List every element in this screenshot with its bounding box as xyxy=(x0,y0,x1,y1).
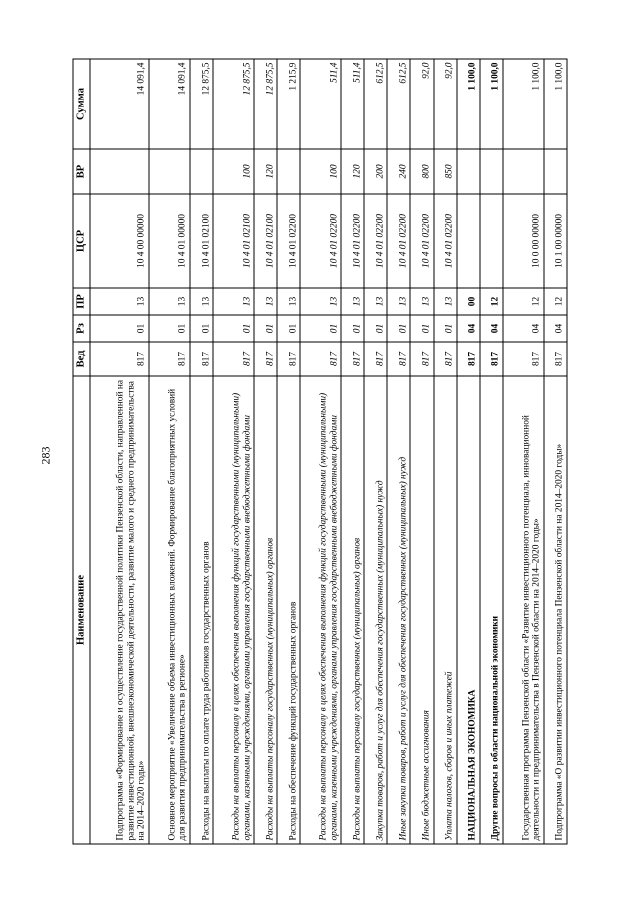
cell-sum: 612,5 xyxy=(387,59,410,149)
table-row xyxy=(364,59,387,844)
cell-name: Закупка товаров, работ и услуг для обеспечения государственных (муниципальных) нужд xyxy=(364,376,387,844)
table-row xyxy=(277,59,300,844)
cell-vr: 120 xyxy=(341,149,364,194)
cell-pr: 12 xyxy=(480,288,503,315)
table-row xyxy=(457,59,480,844)
cell-ved: 817 xyxy=(457,342,480,376)
cell-csr: 10 4 01 02200 xyxy=(300,194,341,288)
cell-sum: 12 875,5 xyxy=(254,59,277,149)
cell-sum: 1 215,9 xyxy=(277,59,300,149)
cell-pr: 13 xyxy=(364,288,387,315)
table-row xyxy=(480,59,503,844)
cell-name: Расходы на выплаты персоналу в целях обеспечения выполнения функций государственными (муниципальными) органами, казенными учреждениями, органами управления государственными внебюджетными фондами xyxy=(300,376,341,844)
cell-pr: 13 xyxy=(213,288,254,315)
cell-sum: 14 091,4 xyxy=(90,59,149,149)
budget-table xyxy=(73,59,568,845)
cell-csr: 10 4 00 00000 xyxy=(90,194,149,288)
cell-name: Расходы на выплаты по оплате труда работников государственных органов xyxy=(190,376,213,844)
cell-rz: 04 xyxy=(480,315,503,342)
table-row xyxy=(387,59,410,844)
cell-csr: 10 4 01 02100 xyxy=(213,194,254,288)
cell-vr xyxy=(90,149,149,194)
cell-csr: 10 4 01 02200 xyxy=(277,194,300,288)
table-row xyxy=(149,59,190,844)
cell-name: Основное мероприятие «Увеличение объема инвестиционных вложений. Формирование благоприятных условий для развития предпринимательства в регионе» xyxy=(149,376,190,844)
cell-csr: 10 4 01 02200 xyxy=(341,194,364,288)
cell-name: Другие вопросы в области национальной экономики xyxy=(480,376,503,844)
header-pr: ПР xyxy=(73,288,90,315)
cell-rz: 01 xyxy=(149,315,190,342)
table-row xyxy=(341,59,364,844)
cell-ved: 817 xyxy=(277,342,300,376)
cell-pr: 12 xyxy=(544,288,567,315)
cell-ved: 817 xyxy=(410,342,433,376)
cell-rz: 01 xyxy=(410,315,433,342)
cell-ved: 817 xyxy=(434,342,457,376)
table-row xyxy=(434,59,457,844)
cell-csr: 10 0 00 00000 xyxy=(503,194,544,288)
cell-vr xyxy=(190,149,213,194)
cell-name: Расходы на обеспечение функций государственных органов xyxy=(277,376,300,844)
table-row xyxy=(503,59,544,844)
cell-sum: 12 875,5 xyxy=(213,59,254,149)
cell-vr: 100 xyxy=(300,149,341,194)
cell-rz: 01 xyxy=(387,315,410,342)
cell-csr: 10 1 00 00000 xyxy=(544,194,567,288)
cell-pr: 00 xyxy=(457,288,480,315)
cell-ved: 817 xyxy=(544,342,567,376)
cell-name: Государственная программа Пензенской области «Развитие инвестиционного потенциала, инновационной деятельности и предпринимательства в Пензенской области на 2014–2020 годы» xyxy=(503,376,544,844)
cell-ved: 817 xyxy=(213,342,254,376)
cell-sum: 1 100,0 xyxy=(503,59,544,149)
table-row xyxy=(213,59,254,844)
cell-ved: 817 xyxy=(480,342,503,376)
cell-vr xyxy=(457,149,480,194)
cell-pr: 13 xyxy=(277,288,300,315)
cell-ved: 817 xyxy=(341,342,364,376)
cell-ved: 817 xyxy=(503,342,544,376)
cell-csr: 10 4 01 00000 xyxy=(149,194,190,288)
cell-sum: 12 875,5 xyxy=(190,59,213,149)
page-number: 283 xyxy=(38,446,53,465)
cell-vr: 850 xyxy=(434,149,457,194)
cell-vr xyxy=(277,149,300,194)
cell-pr: 13 xyxy=(254,288,277,315)
cell-ved: 817 xyxy=(190,342,213,376)
header-vr: ВР xyxy=(73,149,90,194)
cell-rz: 01 xyxy=(190,315,213,342)
cell-rz: 01 xyxy=(90,315,149,342)
cell-ved: 817 xyxy=(300,342,341,376)
cell-sum: 1 100,0 xyxy=(457,59,480,149)
cell-vr xyxy=(503,149,544,194)
cell-rz: 01 xyxy=(254,315,277,342)
header-ved: Вед xyxy=(73,342,90,376)
cell-csr xyxy=(480,194,503,288)
cell-vr xyxy=(544,149,567,194)
cell-vr: 800 xyxy=(410,149,433,194)
cell-csr: 10 4 01 02200 xyxy=(410,194,433,288)
cell-name: Подпрограмма «О развитии инвестиционного потенциала Пензенской области на 2014–2020 годы» xyxy=(544,376,567,844)
cell-rz: 01 xyxy=(213,315,254,342)
cell-csr: 10 4 01 02200 xyxy=(364,194,387,288)
cell-name: НАЦИОНАЛЬНАЯ ЭКОНОМИКА xyxy=(457,376,480,844)
table-row xyxy=(254,59,277,844)
cell-ved: 817 xyxy=(254,342,277,376)
table-row xyxy=(90,59,149,844)
header-rz: Рз xyxy=(73,315,90,342)
cell-rz: 04 xyxy=(457,315,480,342)
cell-vr: 200 xyxy=(364,149,387,194)
table-row xyxy=(190,59,213,844)
cell-csr: 10 4 01 02100 xyxy=(190,194,213,288)
table-row xyxy=(544,59,567,844)
cell-vr: 120 xyxy=(254,149,277,194)
cell-ved: 817 xyxy=(149,342,190,376)
cell-sum: 92,0 xyxy=(410,59,433,149)
cell-name: Иные закупки товаров, работ и услуг для обеспечения государственных (муниципальных) нужд xyxy=(387,376,410,844)
cell-rz: 01 xyxy=(277,315,300,342)
cell-csr xyxy=(457,194,480,288)
cell-vr: 240 xyxy=(387,149,410,194)
cell-sum: 612,5 xyxy=(364,59,387,149)
cell-csr: 10 4 01 02100 xyxy=(254,194,277,288)
cell-name: Подпрограмма «Формирование и осуществление государственной политики Пензенской области, направленной на развитие инвестиционной, внешнеэкономической деятельности, развитие малого и среднего предпринимательства на 2014–2020 годы» xyxy=(90,376,149,844)
cell-pr: 13 xyxy=(90,288,149,315)
cell-rz: 04 xyxy=(544,315,567,342)
cell-sum: 1 100,0 xyxy=(480,59,503,149)
cell-rz: 01 xyxy=(300,315,341,342)
cell-pr: 13 xyxy=(410,288,433,315)
cell-name: Иные бюджетные ассигнования xyxy=(410,376,433,844)
rotated-table-container xyxy=(73,60,568,845)
header-sum: Сумма xyxy=(73,59,90,149)
cell-name: Расходы на выплаты персоналу государственных (муниципальных) органов xyxy=(341,376,364,844)
cell-ved: 817 xyxy=(387,342,410,376)
table-header-row xyxy=(73,59,90,844)
cell-sum: 92,0 xyxy=(434,59,457,149)
cell-pr: 13 xyxy=(434,288,457,315)
cell-sum: 511,4 xyxy=(341,59,364,149)
cell-vr xyxy=(149,149,190,194)
cell-name: Расходы на выплаты персоналу в целях обеспечения выполнения функций государственными (муниципальными) органами, казенными учреждениями, органами управления государственными внебюджетными фондами xyxy=(213,376,254,844)
cell-rz: 01 xyxy=(434,315,457,342)
header-name: Наименование xyxy=(73,376,90,844)
cell-rz: 01 xyxy=(364,315,387,342)
table-row xyxy=(300,59,341,844)
cell-pr: 13 xyxy=(300,288,341,315)
cell-name: Расходы на выплаты персоналу государственных (муниципальных) органов xyxy=(254,376,277,844)
cell-vr xyxy=(480,149,503,194)
cell-pr: 13 xyxy=(341,288,364,315)
cell-pr: 12 xyxy=(503,288,544,315)
table-row xyxy=(410,59,433,844)
cell-sum: 1 100,0 xyxy=(544,59,567,149)
cell-vr: 100 xyxy=(213,149,254,194)
cell-sum: 14 091,4 xyxy=(149,59,190,149)
cell-rz: 04 xyxy=(503,315,544,342)
cell-ved: 817 xyxy=(364,342,387,376)
cell-pr: 13 xyxy=(190,288,213,315)
cell-ved: 817 xyxy=(90,342,149,376)
cell-csr: 10 4 01 02200 xyxy=(434,194,457,288)
cell-pr: 13 xyxy=(149,288,190,315)
header-csr: ЦСР xyxy=(73,194,90,288)
cell-rz: 01 xyxy=(341,315,364,342)
cell-name: Уплата налогов, сборов и иных платежей xyxy=(434,376,457,844)
cell-sum: 511,4 xyxy=(300,59,341,149)
cell-pr: 13 xyxy=(387,288,410,315)
cell-csr: 10 4 01 02200 xyxy=(387,194,410,288)
